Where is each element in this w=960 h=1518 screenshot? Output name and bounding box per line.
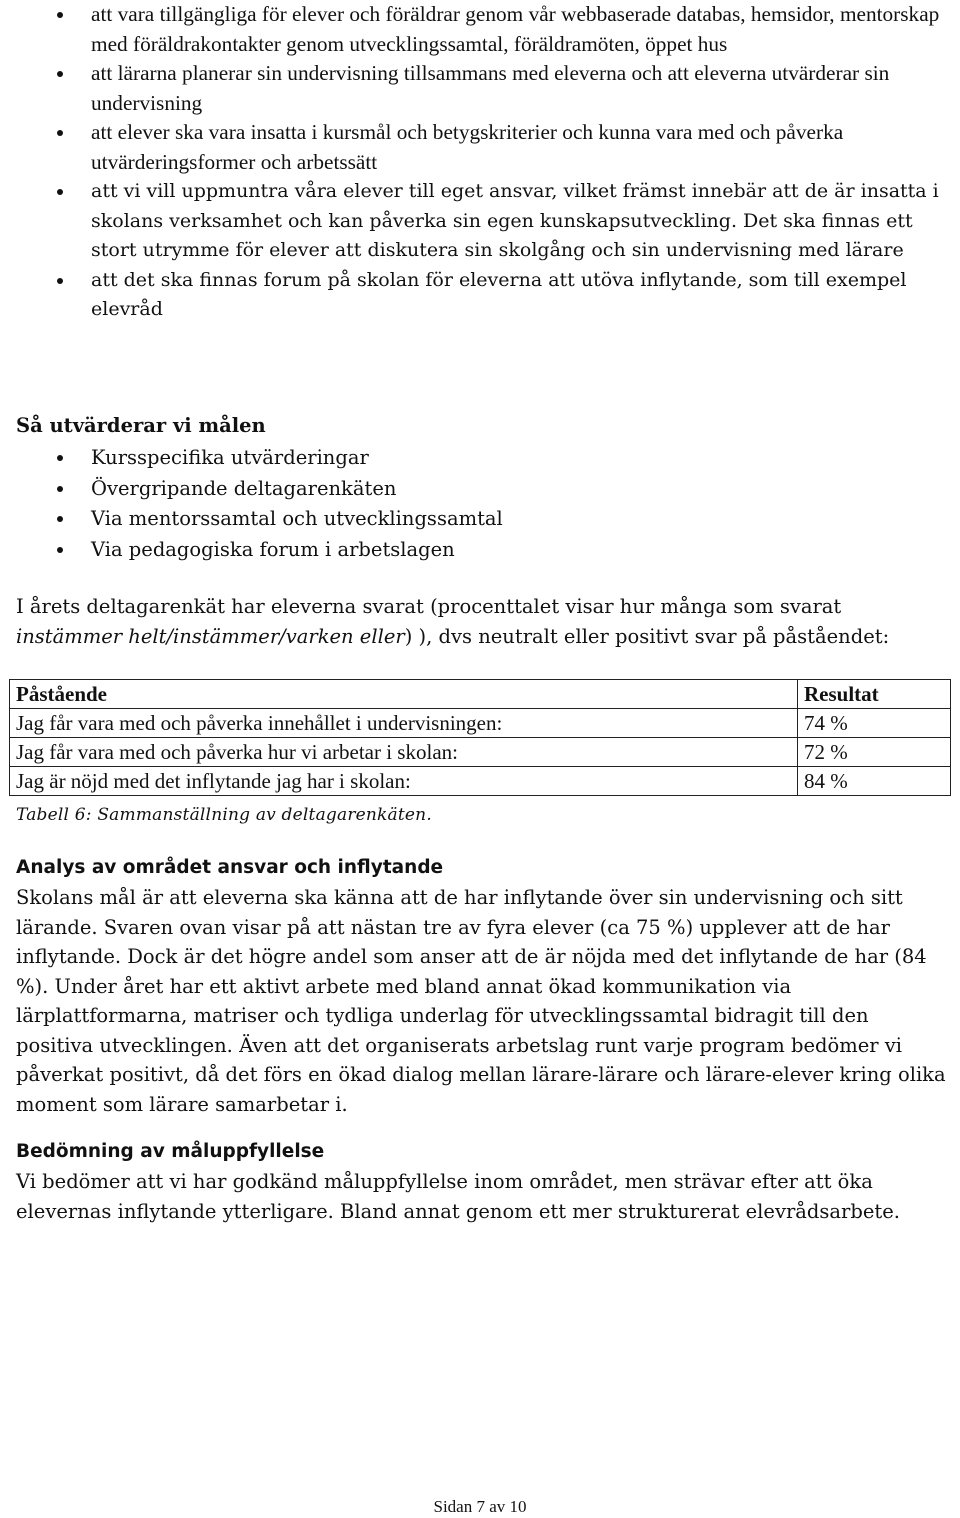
- analysis-heading: Analys av området ansvar och inflytande: [16, 857, 444, 878]
- bullet-icon: [57, 189, 63, 195]
- list-item-text: att vara tillgängliga för elever och föräldrar genom vår webbaserade databas, hemsidor, mentorskap med föräldrakontakter genom utvecklingssamtal, föräldramöten, öppet hus: [91, 2, 940, 56]
- list-item-text: att det ska finnas forum på skolan för eleverna att utöva inflytande, som till exempel elevråd: [91, 268, 907, 320]
- table-header-row: [10, 680, 951, 709]
- page-number: Sidan 7 av 10: [433, 1497, 527, 1516]
- bullet-icon: [57, 486, 63, 492]
- bullet-icon: [57, 516, 63, 522]
- assessment-text: Vi bedömer att vi har godkänd måluppfyllelse inom området, men strävar efter att öka elevernas inflytande ytterligare. Bland annat genom ett mer strukturerat elevrådsarbete.: [16, 1170, 900, 1223]
- result-cell: 72 %: [798, 738, 951, 767]
- list-item-text: Övergripande deltagarenkäten: [91, 476, 397, 500]
- table-caption: Tabell 6: Sammanställning av deltagarenkäten.: [16, 805, 432, 825]
- list-item-text: Via mentorssamtal och utvecklingssamtal: [91, 507, 503, 530]
- survey-intro-emphasis: instämmer helt/instämmer/varken eller: [16, 624, 405, 648]
- bullet-icon: [57, 278, 63, 284]
- bullet-icon: [57, 130, 63, 136]
- list-item: [0, 474, 960, 505]
- evaluation-list: [0, 443, 960, 565]
- table-row: [10, 738, 951, 767]
- results-table: [9, 679, 951, 796]
- column-header-result: Resultat: [798, 680, 951, 709]
- table-row: [10, 767, 951, 796]
- column-header-statement: Påstående: [10, 680, 798, 709]
- goals-bullet-list: [0, 0, 960, 325]
- list-item-text: att elever ska vara insatta i kursmål och betygskriterier och kunna vara med och påverka utvärderingsformer och arbetssätt: [91, 120, 844, 174]
- statement-cell: Jag får vara med och påverka hur vi arbetar i skolan:: [10, 738, 798, 767]
- list-item: [0, 504, 960, 535]
- bullet-icon: [57, 12, 63, 18]
- list-item-text: Kursspecifika utvärderingar: [91, 446, 369, 469]
- list-item: [0, 443, 960, 474]
- result-cell: 84 %: [798, 767, 951, 796]
- bullet-icon: [57, 71, 63, 77]
- survey-intro-text: I årets deltagarenkät har eleverna svarat (procenttalet visar hur många som svarat: [16, 595, 842, 618]
- list-item-text: att lärarna planerar sin undervisning tillsammans med eleverna och att eleverna utvärderar sin undervisning: [91, 61, 890, 115]
- list-item: [0, 118, 960, 177]
- table-row: [10, 709, 951, 738]
- result-cell: 74 %: [798, 709, 951, 738]
- list-item-text: att vi vill uppmuntra våra elever till eget ansvar, vilket främst innebär att de är insatta i skolans verksamhet och kan påverka sin egen kunskapsutveckling. Det ska finnas ett stort utrymme för elever att diskutera sin skolgång och sin undervisning med lärare: [91, 180, 939, 261]
- list-item: [0, 177, 960, 266]
- list-item: [0, 59, 960, 118]
- assessment-heading: Bedömning av måluppfyllelse: [16, 1141, 325, 1162]
- evaluation-heading: Så utvärderar vi målen: [16, 414, 266, 437]
- survey-intro-tail: ) ), dvs neutralt eller positivt svar på påståendet:: [404, 624, 890, 648]
- statement-cell: Jag får vara med och påverka innehållet i undervisningen:: [10, 709, 798, 738]
- analysis-text: Skolans mål är att eleverna ska känna att de har inflytande över sin undervisning och sitt lärande. Svaren ovan visar på att nästan tre av fyra elever (ca 75 %) upplever att de har inflytande. Dock är det högre andel som anser att de är nöjda med det inflytande de har (84 %). Under året har ett aktivt arbete med bland annat ökad kommunikation via lärplattformarna, matriser och tydliga underlag för utvecklingssamtal bidragit till den positiva utvecklingen. Även att det organiserats arbetslag runt varje program bedömer vi påverkat positivt, då det förs en ökad dialog mellan lärare-lärare och lärare-elever kring olika moment som lärare samarbetar i.: [16, 886, 946, 1116]
- bullet-icon: [57, 547, 63, 553]
- bullet-icon: [57, 455, 63, 461]
- survey-intro: [16, 592, 951, 651]
- list-item: [0, 266, 960, 325]
- list-item-text: Via pedagogiska forum i arbetslagen: [91, 537, 455, 561]
- statement-cell: Jag är nöjd med det inflytande jag har i skolan:: [10, 767, 798, 796]
- list-item: [0, 0, 960, 59]
- list-item: [0, 535, 960, 566]
